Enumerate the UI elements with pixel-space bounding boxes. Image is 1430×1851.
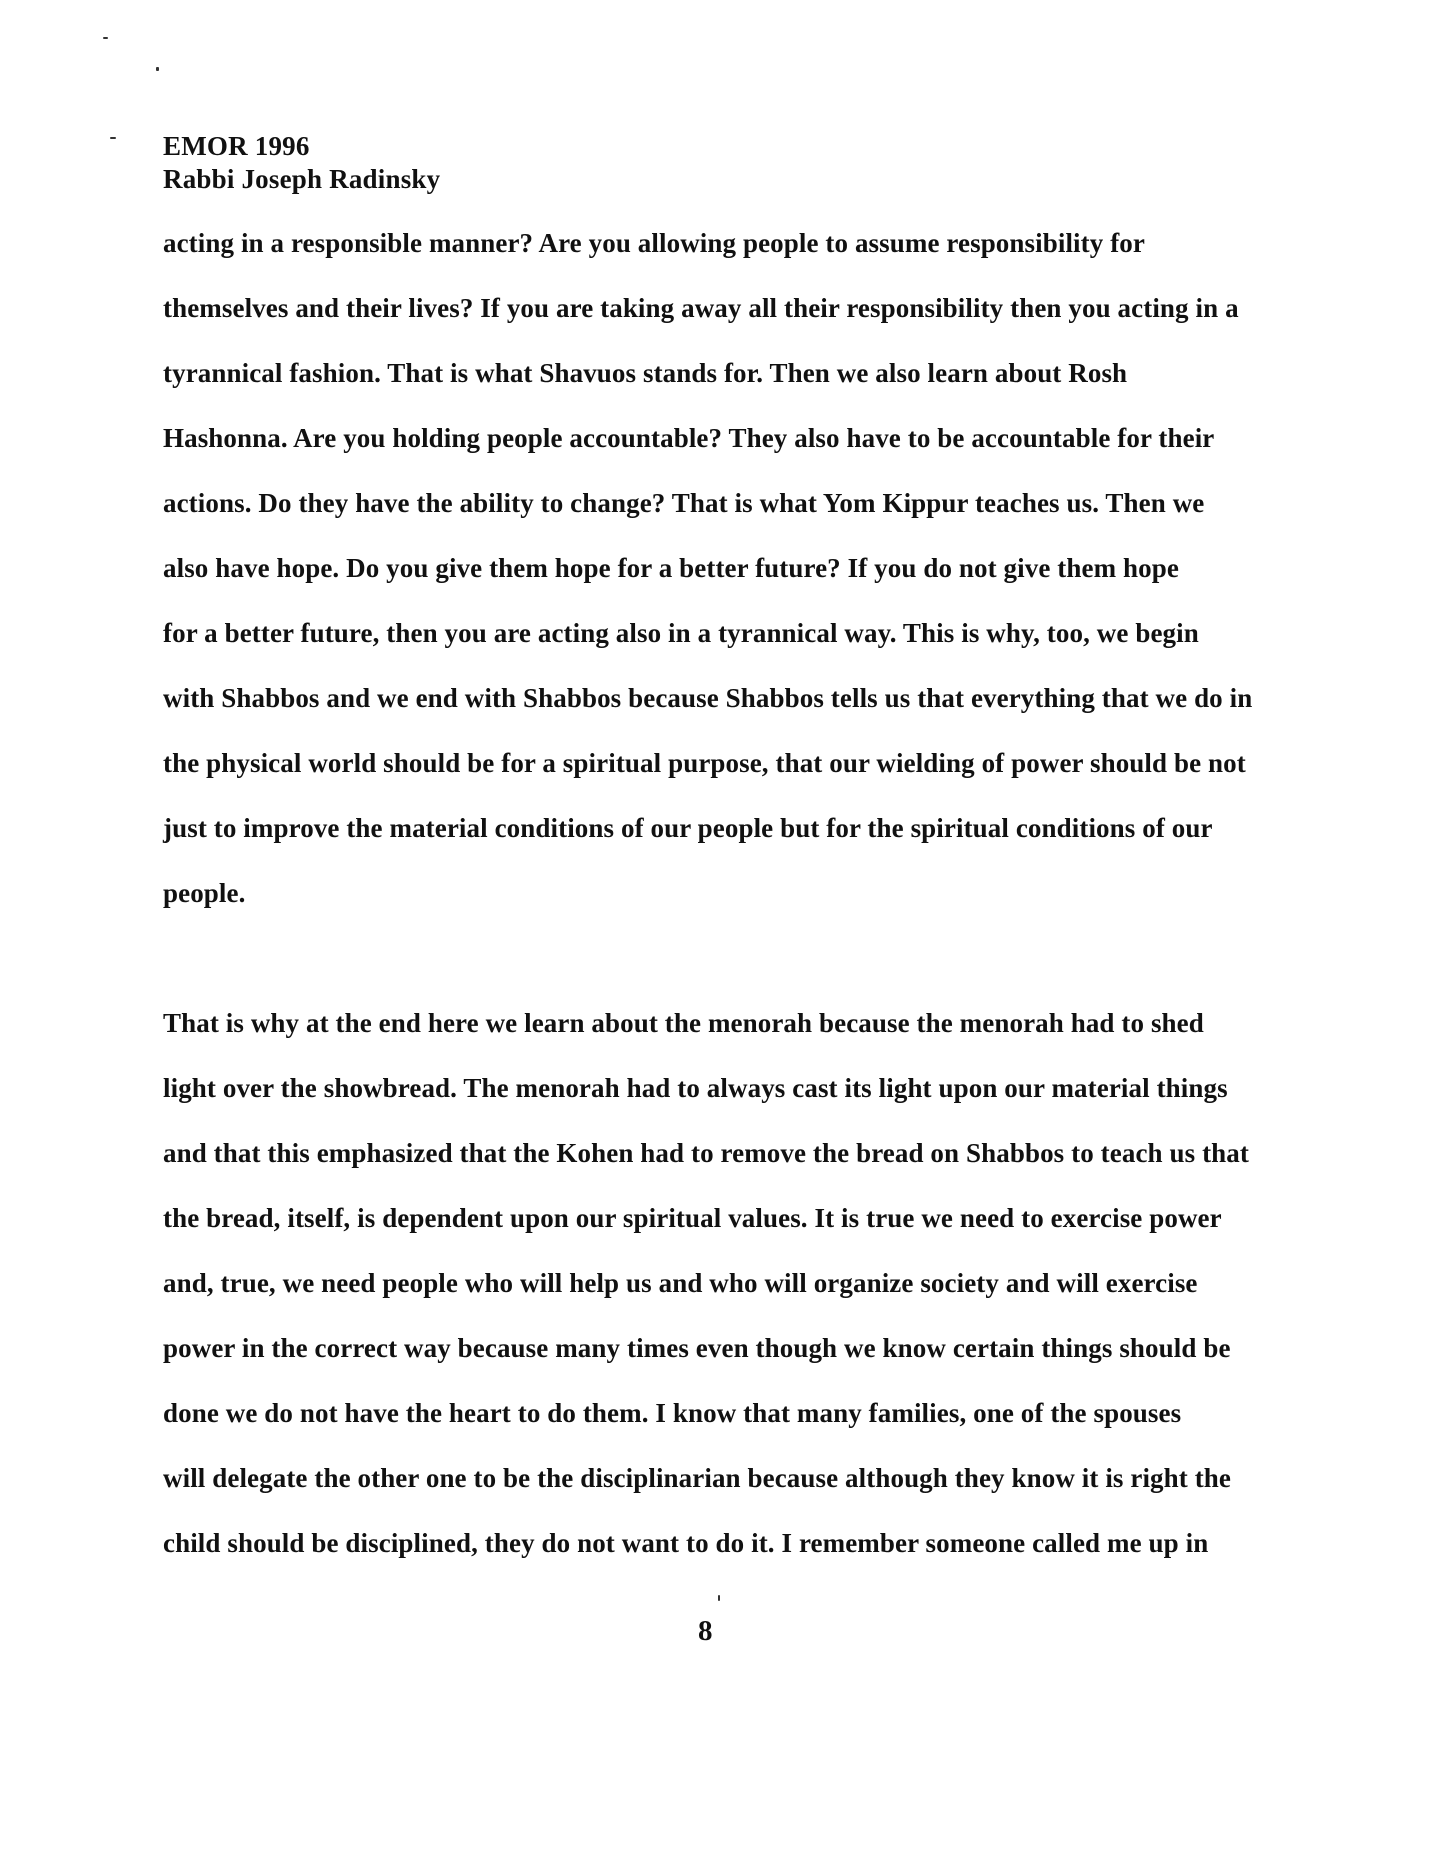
text-line: the bread, itself, is dependent upon our spiritual values. It is true we need to exercise power (163, 1203, 1222, 1233)
text-line: tyrannical fashion. That is what Shavuos stands for. Then we also learn about Rosh (163, 358, 1128, 388)
text-line: just to improve the material conditions of our people but for the spiritual conditions of our (163, 813, 1213, 843)
document-title: EMOR 1996 (163, 131, 310, 161)
text-line: power in the correct way because many times even though we know certain things should be (163, 1333, 1231, 1363)
page-number: 8 (698, 1615, 713, 1647)
text-line: also have hope. Do you give them hope for a better future? If you do not give them hope (163, 553, 1179, 583)
text-line: acting in a responsible manner? Are you allowing people to assume responsibility for (163, 228, 1145, 258)
text-line: and that this emphasized that the Kohen had to remove the bread on Shabbos to teach us that (163, 1138, 1249, 1168)
text-line: with Shabbos and we end with Shabbos because Shabbos tells us that everything that we do in (163, 683, 1253, 713)
text-line: light over the showbread. The menorah had to always cast its light upon our material things (163, 1073, 1228, 1103)
scan-artifact (110, 137, 116, 139)
document-author: Rabbi Joseph Radinsky (163, 164, 441, 194)
text-line: actions. Do they have the ability to change? That is what Yom Kippur teaches us. Then we (163, 488, 1205, 518)
document-header (163, 130, 440, 196)
scan-artifact (156, 67, 159, 71)
text-line: and, true, we need people who will help us and who will organize society and will exercise (163, 1268, 1198, 1298)
text-line: That is why at the end here we learn about the menorah because the menorah had to shed (163, 1008, 1204, 1038)
text-line: the physical world should be for a spiritual purpose, that our wielding of power should be not (163, 748, 1246, 778)
text-line: themselves and their lives? If you are taking away all their responsibility then you acting in a (163, 293, 1239, 323)
scan-artifact (718, 1595, 720, 1601)
text-line: will delegate the other one to be the disciplinarian because although they know it is right the (163, 1463, 1232, 1493)
text-line: Hashonna. Are you holding people accountable? They also have to be accountable for their (163, 423, 1215, 453)
text-line: done we do not have the heart to do them. I know that many families, one of the spouses (163, 1398, 1182, 1428)
text-line: for a better future, then you are acting also in a tyrannical way. This is why, too, we begin (163, 618, 1199, 648)
scan-artifact (103, 37, 108, 39)
text-line: child should be disciplined, they do not want to do it. I remember someone called me up in (163, 1528, 1209, 1558)
text-line: people. (163, 878, 246, 908)
